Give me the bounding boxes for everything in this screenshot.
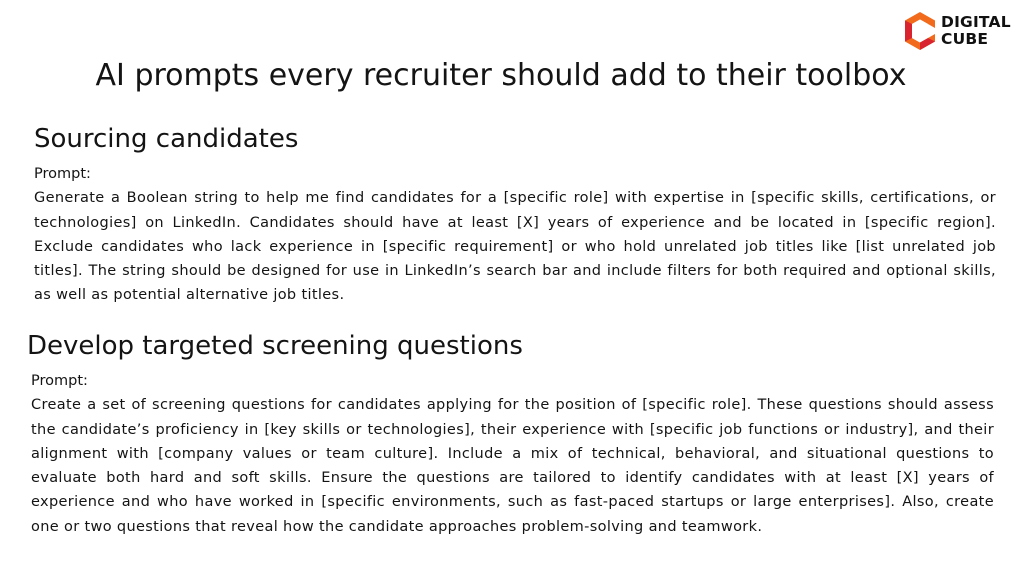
section-heading: Sourcing candidates xyxy=(34,124,299,154)
section-heading: Develop targeted screening questions xyxy=(27,331,523,361)
brand-line-2: CUBE xyxy=(941,30,989,48)
cube-logo-icon xyxy=(902,10,938,52)
brand-line-1: DIGITAL xyxy=(941,13,1011,31)
page-title: AI prompts every recruiter should add to their toolbox xyxy=(95,58,907,93)
prompt-label: Prompt: xyxy=(31,373,88,389)
digital-cube-logo xyxy=(902,10,1011,52)
prompt-text: Create a set of screening questions for candidates applying for the position of [specific role]. These questions should assess the candidate’s proficiency in [key skills or technologies], their experience with [specific job functions or industry], and their alignment with [company values or team culture]. Include a mix of technical, behavioral, and situational questions to evaluate both hard and soft skills. Ensure the questions are tailored to identify candidates with at least [X] years of experience and who have worked in [specific environments, such as fast-paced startups or large enterprises]. Also, create one or two questions that reveal how the candidate approaches problem-solving and teamwork. xyxy=(31,397,994,535)
section-sourcing-candidates xyxy=(34,122,996,308)
prompt-label: Prompt: xyxy=(34,166,91,182)
prompt-text: Generate a Boolean string to help me find candidates for a [specific role] with expertise in [specific skills, certifications, or technologies] on LinkedIn. Candidates should have at least [X] years of experience and be located in [specific region]. Exclude candidates who lack experience in [specific requirement] or who hold unrelated job titles like [list unrelated job titles]. The string should be designed for use in LinkedIn’s search bar and include filters for both required and optional skills, as well as potential alternative job titles. xyxy=(34,190,996,304)
brand-wordmark xyxy=(941,14,1011,48)
section-screening-questions xyxy=(28,329,994,539)
